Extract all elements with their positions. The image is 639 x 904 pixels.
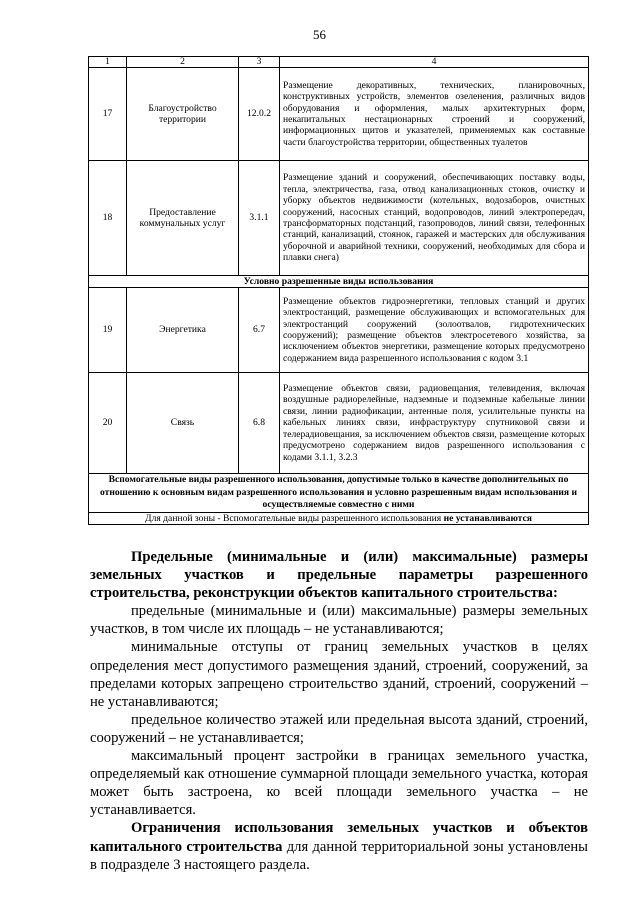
section-row <box>89 474 589 513</box>
use-type-code: 12.0.2 <box>239 68 280 161</box>
use-type-name: Энергетика <box>127 288 239 373</box>
auxiliary-note-text: Для данной зоны - Вспомогательные виды разрешенного использования <box>145 512 442 524</box>
restrictions-text: для данной территориальной зоны установлены в подразделе 3 настоящего раздела. <box>90 838 588 873</box>
auxiliary-uses-title: Вспомогательные виды разрешенного использования, допустимые только в качестве дополнительных по отношению к основным видам разрешенного использования и условно разрешенным видам использования и осуществляемые совместно с ними <box>89 474 589 513</box>
row-number: 18 <box>89 161 127 276</box>
use-type-code: 6.7 <box>239 288 280 373</box>
section-heading: Предельные (минимальные и (или) максимальные) размеры земельных участков и предельные параметры разрешенного строительства, реконструкции объектов капитального строительства: <box>90 549 588 602</box>
auxiliary-uses-note <box>89 512 589 524</box>
section-row <box>89 276 589 288</box>
use-type-code: 3.1.1 <box>239 161 280 276</box>
use-type-name: Связь <box>127 373 239 474</box>
use-type-description: Размещение зданий и сооружений, обеспечивающих поставку воды, тепла, электричества, газа, отвод канализационных стоков, очистку и уборку объектов недвижимости (котельных, водозаборов, очистных сооружений, насосных станций, водопроводов, линий электропередач, трансформаторных подстанций, газопроводов, линий связи, телефонных станций, канализаций, стоянок, гаражей и мастерских для обслуживания уборочной и аварийной техники, сооружений, необходимых для сбора и плавки снега) <box>280 161 589 276</box>
table-row <box>89 161 589 276</box>
use-type-name: Предоставление коммунальных услуг <box>127 161 239 276</box>
row-number: 17 <box>89 68 127 161</box>
header-cell: 1 <box>89 57 127 68</box>
section-row <box>89 512 589 524</box>
land-use-table <box>88 56 589 525</box>
use-type-description: Размещение декоративных, технических, планировочных, конструктивных устройств, элементов озеленения, различных видов оборудования и оформления, малых архитектурных форм, некапитальных нестационарных строений и сооружений, информационных щитов и указателей, применяемых как составные части благоустройства территории, общественных туалетов <box>280 68 589 161</box>
auxiliary-note-status: не устанавливаются <box>443 512 532 524</box>
use-type-name: Благоустройство территории <box>127 68 239 161</box>
paragraph: предельное количество этажей или предельная высота зданий, строений, сооружений – не устанавливается; <box>90 711 588 746</box>
table-header-row <box>89 57 589 68</box>
use-type-description: Размещение объектов гидроэнергетики, тепловых станций и других электростанций, размещение обслуживающих и вспомогательных для электростанций сооружений (золоотвалов, гидротехнических сооружений); размещение объектов электросетевого хозяйства, за исключением объектов энергетики, размещение которых предусмотрено содержанием вида разрешенного использования с кодом 3.1 <box>280 288 589 373</box>
row-number: 20 <box>89 373 127 474</box>
table-row <box>89 288 589 373</box>
table-row <box>89 68 589 161</box>
paragraph: предельные (минимальные и (или) максимальные) размеры земельных участков, в том числе их площадь – не устанавливаются; <box>90 603 588 638</box>
header-cell: 4 <box>280 57 589 68</box>
header-cell: 3 <box>239 57 280 68</box>
table-row <box>89 373 589 474</box>
paragraph <box>90 819 588 873</box>
page-number: 56 <box>313 27 326 42</box>
body-text <box>90 548 588 874</box>
paragraph: максимальный процент застройки в границах земельного участка, определяемый как отношение суммарной площади земельного участка, которая может быть застроена, ко всей площади земельного участка – не устанавливается. <box>90 748 588 819</box>
conditional-uses-title: Условно разрешенные виды использования <box>89 276 589 288</box>
use-type-code: 6.8 <box>239 373 280 474</box>
use-type-description: Размещение объектов связи, радиовещания, телевидения, включая воздушные радиорелейные, надземные и подземные кабельные линии связи, линии радиофикации, антенные поля, усилительные пункты на кабельных линиях связи, инфраструктуру спутниковой связи и телерадиовещания, за исключением объектов связи, размещение которых предусмотрено содержанием видов разрешенного использования с кодами 3.1.1, 3.2.3 <box>280 373 589 474</box>
restrictions-heading: Ограничения использования земельных участков и объектов капитального строительства <box>90 820 588 855</box>
row-number: 19 <box>89 288 127 373</box>
header-cell: 2 <box>127 57 239 68</box>
paragraph: минимальные отступы от границ земельных участков в целях определения мест допустимого размещения зданий, строений, сооружений, за пределами которых запрещено строительство зданий, строений, сооружений – не устанавливаются; <box>90 639 588 710</box>
